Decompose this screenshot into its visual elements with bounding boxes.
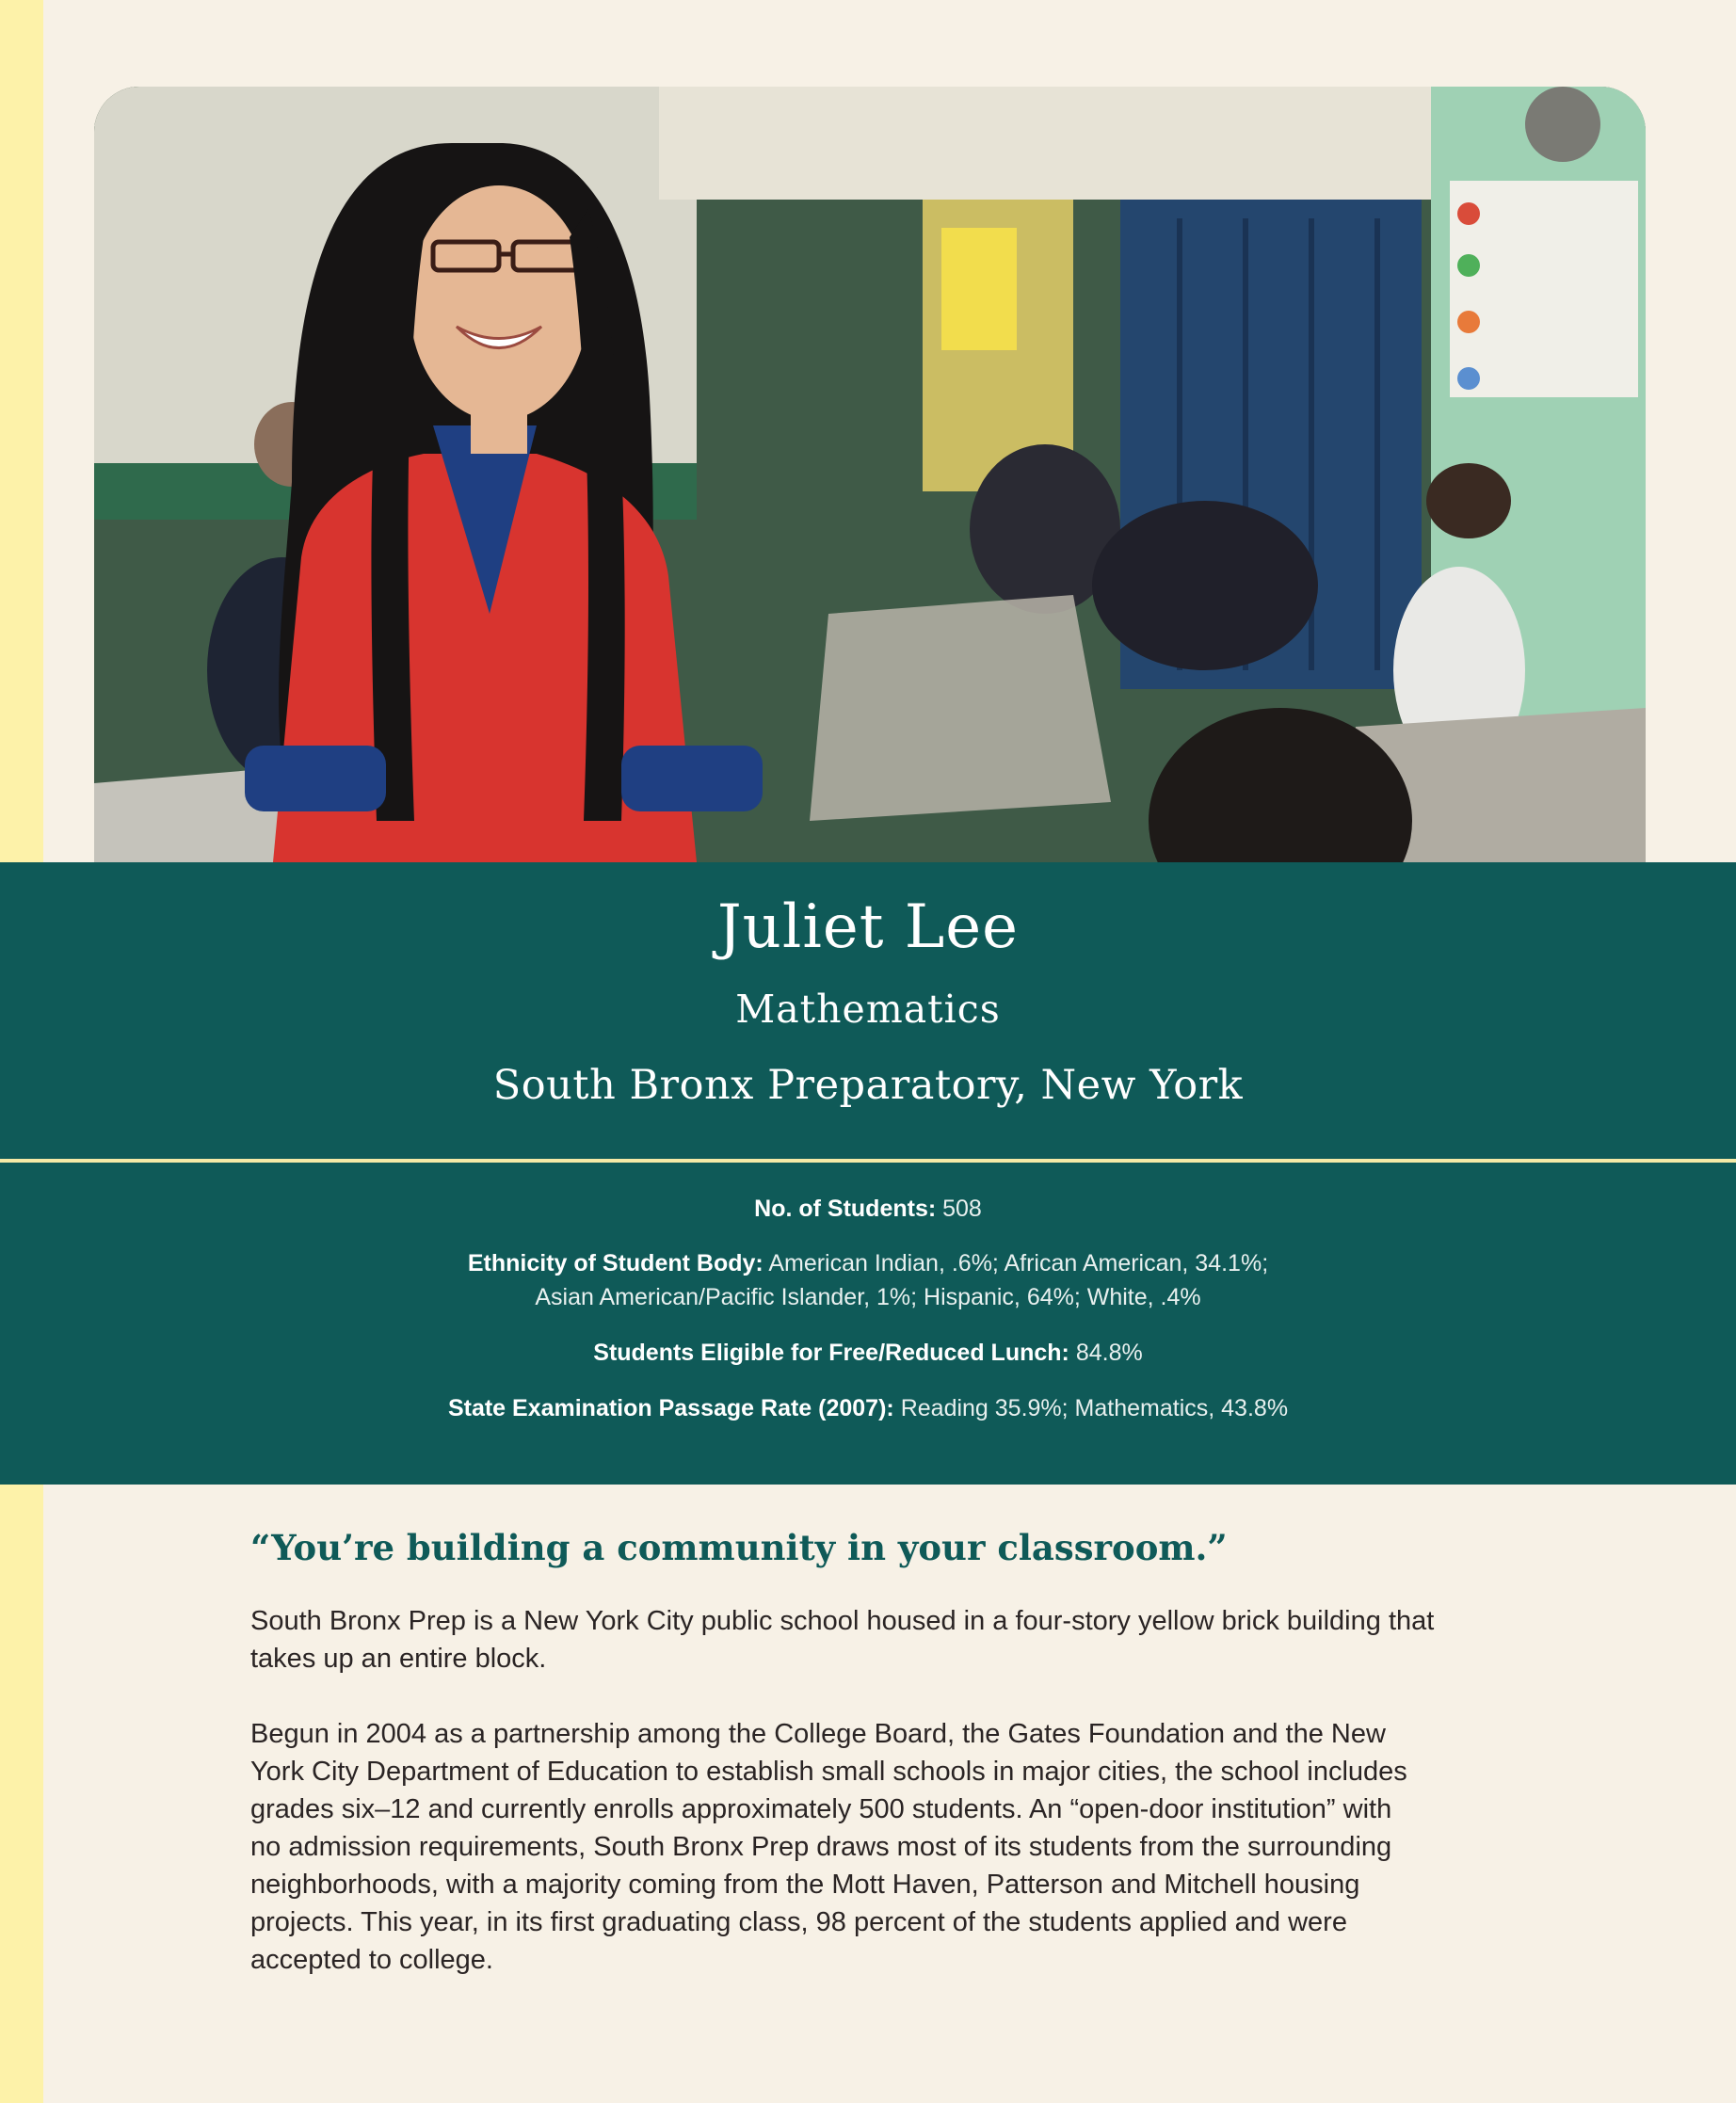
article-paragraph-2-line: Begun in 2004 as a partnership among the College Board, the Gates Foundation and the New <box>250 1719 1386 1749</box>
article-paragraph-2-line: accepted to college. <box>250 1945 493 1975</box>
stat-students-label: No. of Students: <box>754 1196 937 1222</box>
article-paragraph-1-line: South Bronx Prep is a New York City public school housed in a four-story yellow brick building that <box>250 1606 1435 1636</box>
article-paragraph-2-line: no admission requirements, South Bronx Prep draws most of its students from the surrounding <box>250 1832 1392 1862</box>
teacher-photo <box>94 87 1646 862</box>
classroom-photo-illustration <box>94 87 1646 862</box>
school-stats-band <box>0 1163 1736 1485</box>
stat-students <box>0 1191 1736 1227</box>
stat-ethnicity <box>0 1245 1736 1281</box>
article-paragraph-2-line: neighborhoods, with a majority coming from the Mott Haven, Patterson and Mitchell housing <box>250 1870 1360 1900</box>
stat-ethnicity-value-line2: Asian American/Pacific Islander, 1%; Hispanic, 64%; White, .4% <box>535 1284 1201 1310</box>
stat-ethnicity-label: Ethnicity of Student Body: <box>467 1250 764 1276</box>
article-paragraph-1-line: takes up an entire block. <box>250 1644 547 1674</box>
stat-students-value: 508 <box>942 1196 982 1222</box>
teacher-header-band <box>0 862 1736 1159</box>
stat-lunch-label: Students Eligible for Free/Reduced Lunch: <box>593 1340 1069 1366</box>
stat-exam-label: State Examination Passage Rate (2007): <box>447 1395 894 1421</box>
stat-exam-value: Reading 35.9%; Mathematics, 43.8% <box>900 1395 1289 1421</box>
article-paragraph-2-line: projects. This year, in its first graduating class, 98 percent of the students applied and were <box>250 1907 1347 1937</box>
article-paragraph-2-line: grades six–12 and currently enrolls approximately 500 students. An “open-door institution” with <box>250 1794 1392 1824</box>
stat-lunch-value: 84.8% <box>1075 1340 1143 1366</box>
article-paragraph-2 <box>250 1715 1512 1979</box>
article-paragraph-1 <box>250 1602 1512 1678</box>
stat-lunch <box>0 1335 1736 1371</box>
stat-ethnicity-line2 <box>0 1279 1736 1315</box>
stat-exam <box>0 1390 1736 1426</box>
article-paragraph-2-line: York City Department of Education to establish small schools in major cities, the school includes <box>250 1757 1407 1787</box>
teacher-name: Juliet Lee <box>717 892 1019 962</box>
teacher-subject: Mathematics <box>735 987 1001 1032</box>
stat-ethnicity-value-line1: American Indian, .6%; African American, 34.1%; <box>768 1250 1269 1276</box>
teacher-school: South Bronx Preparatory, New York <box>492 1062 1244 1109</box>
pull-quote: “You’re building a community in your classroom.” <box>250 1527 1228 1568</box>
